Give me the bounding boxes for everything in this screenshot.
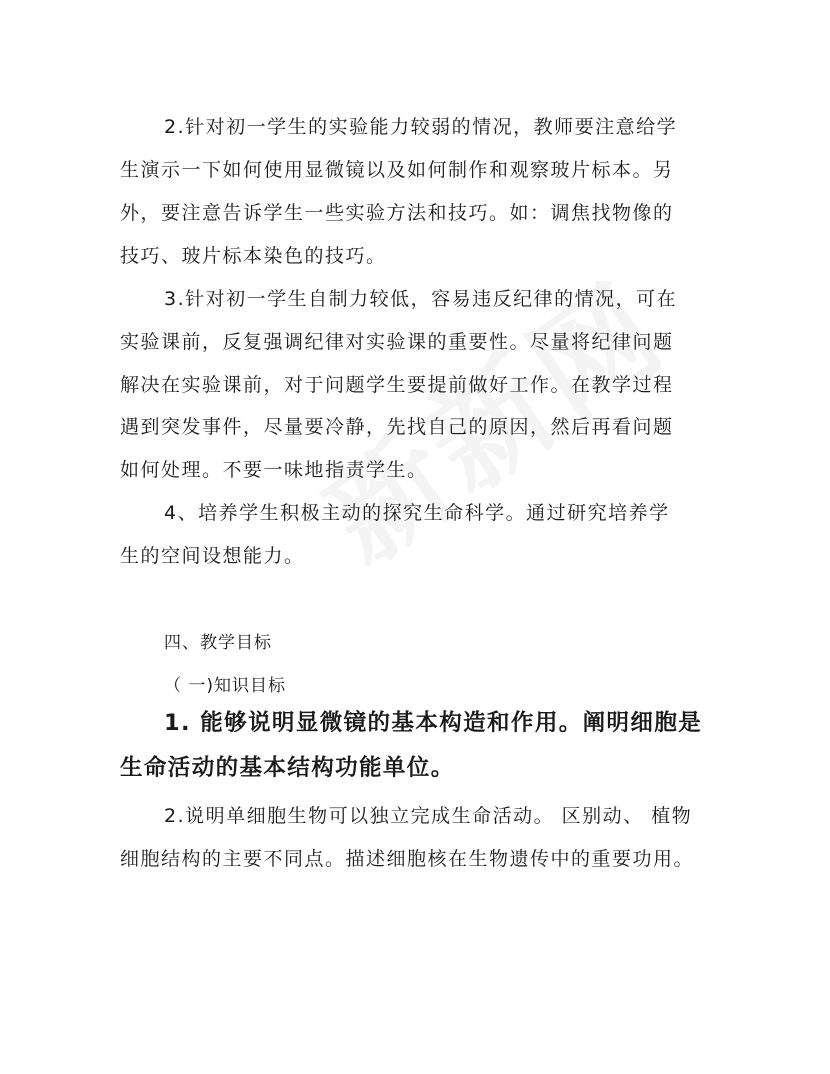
paragraph-line: 2.针对初一学生的实验能力较弱的情况，教师要注意给学 — [164, 116, 678, 138]
paragraph-line: 技巧、玻片标本染色的技巧。 — [120, 245, 387, 267]
paragraph-line: 2.说明单细胞生物可以独立完成生命活动。 区别动、 植物 — [164, 805, 693, 827]
paragraph-line: 遇到突发事件，尽量要冷静，先找自己的原因，然后再看问题 — [120, 416, 674, 438]
objective-line: 1. 能够说明显微镜的基本构造和作用。阐明细胞是 — [164, 710, 703, 736]
section-heading: 四、教学目标 — [164, 633, 272, 653]
paragraph-line: 解决在实验课前，对于问题学生要提前做好工作。在教学过程 — [120, 374, 674, 396]
paragraph-line: 3.针对初一学生自制力较低，容易违反纪律的情况，可在 — [164, 288, 678, 310]
objective-line: 生命活动的基本结构功能单位。 — [120, 755, 455, 781]
paragraph-line: 实验课前，反复强调纪律对实验课的重要性。尽量将纪律问题 — [120, 331, 674, 353]
paragraph-line: 外，要注意告诉学生一些实验方法和技巧。如：调焦找物像的 — [120, 202, 674, 224]
paragraph-line: 细胞结构的主要不同点。描述细胞核在生物遗传中的重要功用。 — [120, 848, 695, 870]
paragraph-line: 如何处理。不要一味地指责学生。 — [120, 459, 428, 481]
paragraph-line: 生演示一下如何使用显微镜以及如何制作和观察玻片标本。另 — [120, 159, 674, 181]
paragraph-line: 4、培养学生积极主动的探究生命科学。通过研究培养学 — [164, 502, 670, 524]
subsection-heading: （ 一)知识目标 — [164, 676, 287, 696]
paragraph-line: 生的空间设想能力。 — [120, 545, 305, 567]
